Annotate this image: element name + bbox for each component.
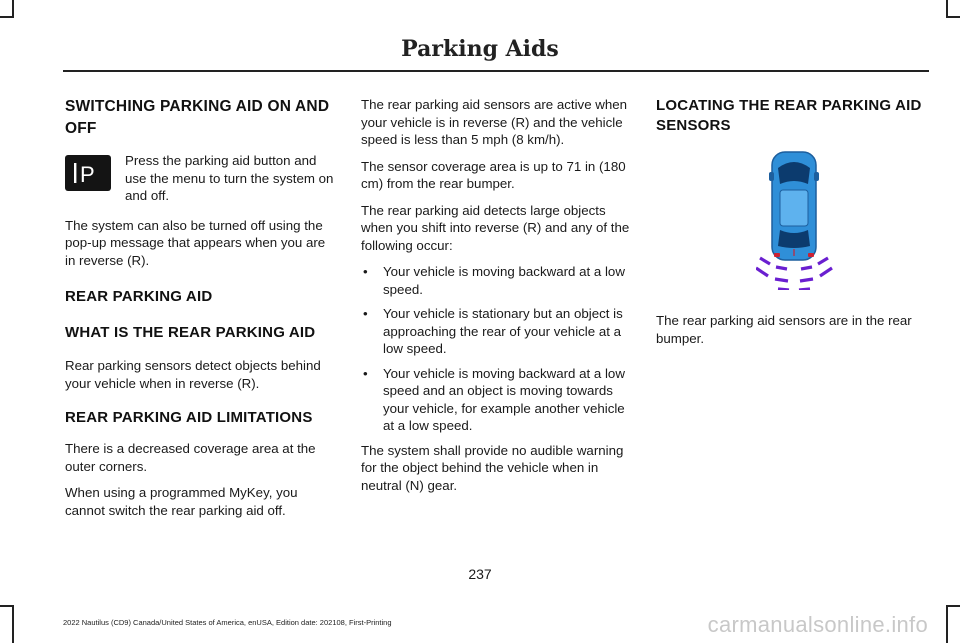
heading-rear-parking-aid: REAR PARKING AID: [65, 288, 213, 305]
column-left: [65, 96, 337, 528]
what-is-text: Rear parking sensors detect objects behind your vehicle when in reverse (R).: [65, 358, 321, 391]
column-middle: [361, 96, 633, 503]
list-item: • Your vehicle is moving backward at a low speed.: [361, 263, 633, 298]
crop-mark: [946, 605, 948, 643]
press-parking-aid-text: Press the parking aid button and use the menu to turn the system on and off.: [125, 153, 334, 203]
limitation-corners-text: There is a decreased coverage area at the outer corners.: [65, 441, 316, 474]
page-title: Parking Aids: [401, 36, 559, 62]
parking-aid-instruction: [65, 152, 337, 205]
sensor-arcs: [756, 258, 832, 290]
popup-message-text: The system can also be turned off using the pop-up message that appears when you are in reverse (R).: [65, 217, 326, 268]
heading-locating-sensors: LOCATING THE REAR PARKING AID SENSORS: [656, 97, 922, 134]
detection-conditions-list: [361, 263, 633, 435]
heading-what-is-rear-parking-aid: WHAT IS THE REAR PARKING AID: [65, 324, 316, 341]
limitation-mykey-text: When using a programmed MyKey, you cannot switch the rear parking aid off.: [65, 485, 298, 518]
sensors-in-bumper-text: The rear parking aid sensors are in the rear bumper.: [656, 313, 912, 346]
page-number: 237: [468, 566, 492, 582]
column-right: [656, 96, 928, 356]
heading-switching-parking-aid: SWITCHING PARKING AID ON AND OFF: [65, 98, 330, 137]
list-item: • Your vehicle is stationary but an object is approaching the rear of your vehicle at a low speed.: [361, 305, 633, 358]
sensors-active-text: The rear parking aid sensors are active when your vehicle is in reverse (R) and the vehicle speed is less than 5 mph (8 km/h).: [361, 97, 628, 147]
title-rule: [63, 70, 929, 72]
crop-mark: [946, 16, 960, 18]
crop-mark: [12, 605, 14, 643]
coverage-area-text: The sensor coverage area is up to 71 in (180 cm) from the rear bumper.: [361, 158, 626, 191]
parking-aid-button-icon: [65, 155, 111, 191]
detects-objects-text: The rear parking aid detects large objects when you shift into reverse (R) and any of the following occur:: [361, 202, 630, 253]
crop-mark: [12, 0, 14, 16]
crop-mark: [946, 605, 960, 607]
svg-text:P: P: [80, 162, 95, 187]
crop-mark: [0, 605, 14, 607]
list-item: • Your vehicle is moving backward at a low speed and an object is moving towards your vehicle, for example another vehicle at a low speed.: [361, 365, 633, 435]
no-audible-warning-text: The system shall provide no audible warning for the object behind the vehicle when in neutral (N) gear.: [361, 442, 624, 493]
crop-mark: [946, 0, 948, 16]
car-top-view-image: [769, 152, 819, 260]
edition-footer: 2022 Nautilus (CD9) Canada/United States of America, enUSA, Edition date: 202108, First-Printing: [63, 618, 392, 627]
rear-sensor-figure: [756, 150, 836, 290]
watermark-text: carmanualsonline.info: [707, 612, 928, 637]
crop-mark: [0, 16, 14, 18]
heading-limitations: REAR PARKING AID LIMITATIONS: [65, 409, 313, 426]
